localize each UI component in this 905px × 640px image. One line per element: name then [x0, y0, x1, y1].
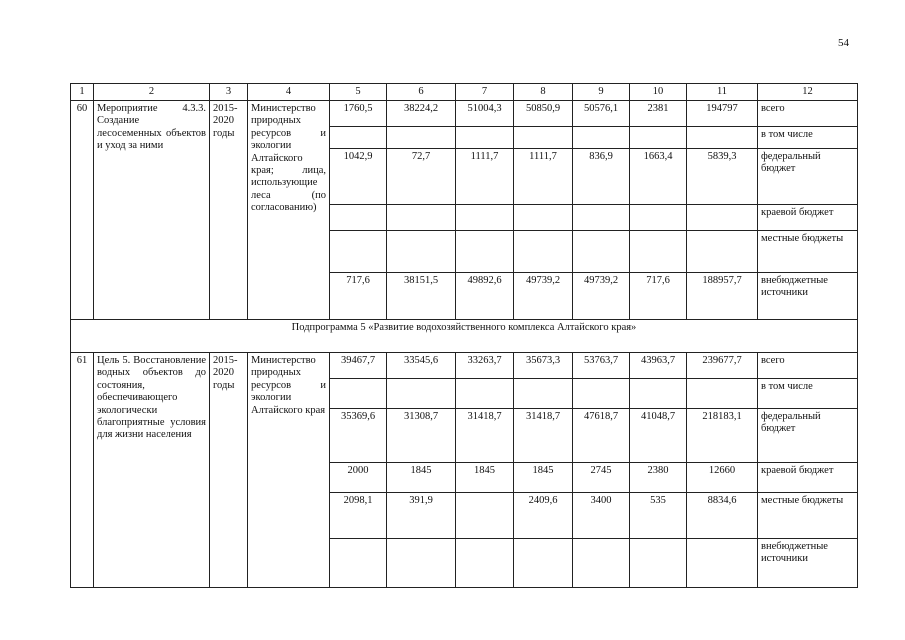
amount-cell: 1845 — [387, 463, 456, 493]
implementation-period: 2015-2020 годы — [210, 353, 248, 588]
amount-cell: 39467,7 — [330, 353, 387, 379]
amount-cell — [456, 493, 514, 539]
amount-cell: 194797 — [687, 101, 758, 127]
amount-cell — [387, 205, 456, 231]
amount-cell: 717,6 — [630, 273, 687, 320]
funding-source-label: краевой бюджет — [758, 205, 858, 231]
column-number-row — [71, 84, 858, 101]
amount-cell — [687, 231, 758, 273]
amount-cell: 41048,7 — [630, 409, 687, 463]
table-row — [71, 353, 858, 379]
responsible-executor: Министерство природных ресурсов и экологии Алтайского края — [248, 353, 330, 588]
amount-cell: 33545,6 — [387, 353, 456, 379]
amount-cell: 218183,1 — [687, 409, 758, 463]
funding-source-label: всего — [758, 353, 858, 379]
amount-cell: 391,9 — [387, 493, 456, 539]
amount-cell: 38224,2 — [387, 101, 456, 127]
funding-source-label: местные бюджеты — [758, 493, 858, 539]
amount-cell — [573, 127, 630, 149]
amount-cell — [687, 539, 758, 588]
amount-cell — [456, 127, 514, 149]
amount-cell: 31418,7 — [456, 409, 514, 463]
amount-cell: 1845 — [456, 463, 514, 493]
amount-cell: 43963,7 — [630, 353, 687, 379]
funding-source-label: в том числе — [758, 127, 858, 149]
amount-cell: 1845 — [514, 463, 573, 493]
amount-cell — [687, 379, 758, 409]
amount-cell: 2000 — [330, 463, 387, 493]
funding-source-label: внебюджетные источники — [758, 539, 858, 588]
amount-cell — [456, 231, 514, 273]
amount-cell — [330, 205, 387, 231]
responsible-executor: Министерство природных ресурсов и экологии Алтайского края; лица, использующие леса (по согласованию) — [248, 101, 330, 320]
column-number-cell: 1 — [71, 84, 94, 101]
funding-source-label: местные бюджеты — [758, 231, 858, 273]
amount-cell — [573, 205, 630, 231]
amount-cell — [573, 379, 630, 409]
amount-cell: 2381 — [630, 101, 687, 127]
amount-cell: 51004,3 — [456, 101, 514, 127]
amount-cell: 35369,6 — [330, 409, 387, 463]
amount-cell: 717,6 — [330, 273, 387, 320]
amount-cell: 50576,1 — [573, 101, 630, 127]
amount-cell: 1042,9 — [330, 149, 387, 205]
amount-cell: 12660 — [687, 463, 758, 493]
amount-cell: 33263,7 — [456, 353, 514, 379]
amount-cell — [330, 539, 387, 588]
page-number: 54 — [838, 37, 849, 49]
amount-cell: 2380 — [630, 463, 687, 493]
funding-source-label: федеральный бюджет — [758, 409, 858, 463]
amount-cell: 5839,3 — [687, 149, 758, 205]
column-number-cell: 6 — [387, 84, 456, 101]
column-number-cell: 8 — [514, 84, 573, 101]
amount-cell: 2409,6 — [514, 493, 573, 539]
amount-cell: 3400 — [573, 493, 630, 539]
amount-cell: 72,7 — [387, 149, 456, 205]
funding-source-label: краевой бюджет — [758, 463, 858, 493]
implementation-period: 2015-2020 годы — [210, 101, 248, 320]
amount-cell — [630, 379, 687, 409]
funding-source-label: внебюджетные источники — [758, 273, 858, 320]
amount-cell — [514, 539, 573, 588]
column-number-cell: 12 — [758, 84, 858, 101]
amount-cell — [514, 127, 573, 149]
amount-cell — [330, 127, 387, 149]
column-number-cell: 4 — [248, 84, 330, 101]
column-number-cell: 3 — [210, 84, 248, 101]
amount-cell: 31308,7 — [387, 409, 456, 463]
amount-cell: 49892,6 — [456, 273, 514, 320]
amount-cell: 49739,2 — [573, 273, 630, 320]
amount-cell: 49739,2 — [514, 273, 573, 320]
funding-source-label: федеральный бюджет — [758, 149, 858, 205]
amount-cell: 1111,7 — [514, 149, 573, 205]
amount-cell — [573, 231, 630, 273]
amount-cell — [514, 205, 573, 231]
amount-cell — [630, 205, 687, 231]
amount-cell — [514, 379, 573, 409]
row-number: 60 — [71, 101, 94, 320]
amount-cell — [330, 379, 387, 409]
column-number-cell: 10 — [630, 84, 687, 101]
amount-cell — [456, 379, 514, 409]
amount-cell: 50850,9 — [514, 101, 573, 127]
amount-cell: 47618,7 — [573, 409, 630, 463]
subprogram-title: Подпрограмма 5 «Развитие водохозяйственного комплекса Алтайского края» — [71, 320, 858, 353]
amount-cell — [387, 127, 456, 149]
table-row — [71, 101, 858, 127]
column-number-cell: 7 — [456, 84, 514, 101]
amount-cell — [387, 379, 456, 409]
amount-cell — [630, 231, 687, 273]
amount-cell: 8834,6 — [687, 493, 758, 539]
amount-cell — [387, 539, 456, 588]
amount-cell — [330, 231, 387, 273]
amount-cell: 38151,5 — [387, 273, 456, 320]
column-number-cell: 11 — [687, 84, 758, 101]
amount-cell: 1663,4 — [630, 149, 687, 205]
amount-cell — [456, 205, 514, 231]
amount-cell — [687, 205, 758, 231]
amount-cell: 188957,7 — [687, 273, 758, 320]
amount-cell: 239677,7 — [687, 353, 758, 379]
amount-cell: 836,9 — [573, 149, 630, 205]
amount-cell — [687, 127, 758, 149]
amount-cell — [514, 231, 573, 273]
amount-cell: 1111,7 — [456, 149, 514, 205]
amount-cell — [456, 539, 514, 588]
amount-cell: 35673,3 — [514, 353, 573, 379]
amount-cell: 2745 — [573, 463, 630, 493]
amount-cell — [387, 231, 456, 273]
funding-source-label: всего — [758, 101, 858, 127]
amount-cell: 53763,7 — [573, 353, 630, 379]
amount-cell: 2098,1 — [330, 493, 387, 539]
amount-cell — [630, 539, 687, 588]
column-number-cell: 2 — [94, 84, 210, 101]
column-number-cell: 5 — [330, 84, 387, 101]
amount-cell: 535 — [630, 493, 687, 539]
activity-name: Мероприятие 4.3.3. Создание лесосеменных объектов и уход за ними — [94, 101, 210, 320]
amount-cell — [630, 127, 687, 149]
activity-name: Цель 5. Восстановление водных объектов до состояния, обеспечивающего экологически благоприятные условия для жизни населения — [94, 353, 210, 588]
subprogram-row — [71, 320, 858, 353]
amount-cell: 31418,7 — [514, 409, 573, 463]
row-number: 61 — [71, 353, 94, 588]
amount-cell: 1760,5 — [330, 101, 387, 127]
amount-cell — [573, 539, 630, 588]
funding-source-label: в том числе — [758, 379, 858, 409]
column-number-cell: 9 — [573, 84, 630, 101]
budget-table — [70, 83, 858, 588]
